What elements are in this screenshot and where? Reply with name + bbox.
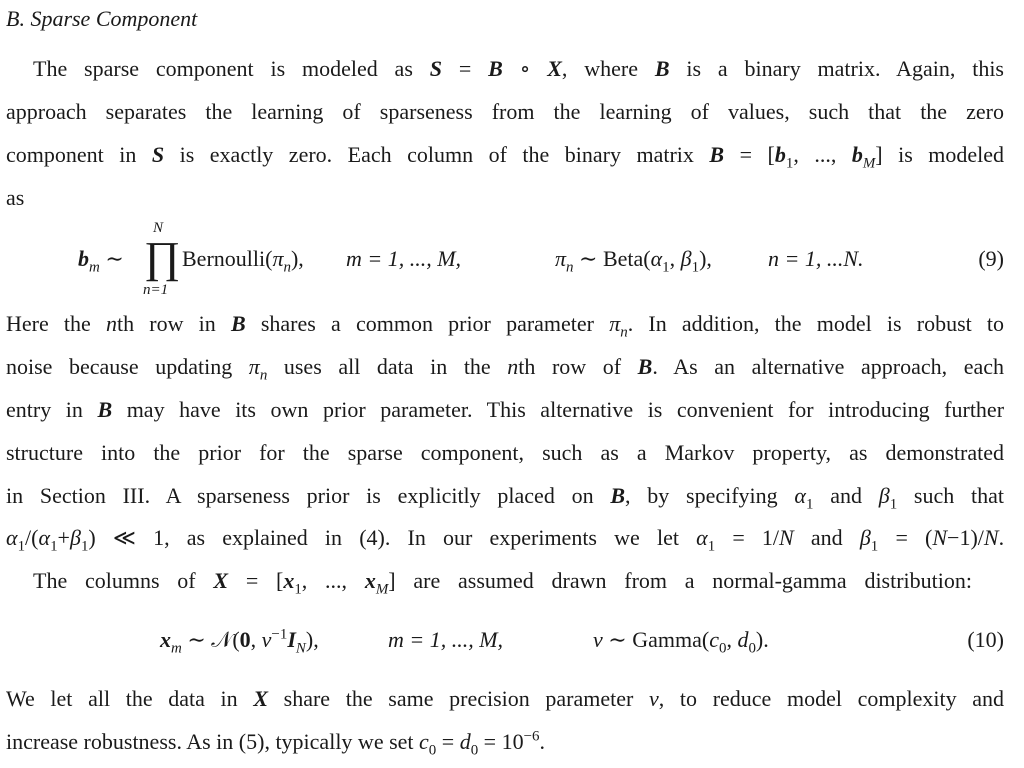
section-heading: B. Sparse Component bbox=[6, 6, 198, 31]
paragraph-2-line-1: Here the nth row in B shares a common prior parameter $\pi_n$. In addition, the model is robust to bbox=[6, 311, 1005, 341]
paragraph-1-line-3: component in S is exactly zero. Each column of the binary matrix $B = [b_1$, ..., $b_M$] is modeled bbox=[6, 142, 1005, 172]
paragraph-3-line-1: The columns of $X = [x_1$, ..., $x_M$] are assumed drawn from a normal-gamma distribution: bbox=[33, 568, 973, 598]
equation-10-number: (10) bbox=[967, 627, 1004, 652]
equation-9-number: (9) bbox=[978, 246, 1004, 271]
paragraph-2-line-5: in Section III. A sparseness prior is explicitly placed on B, by specifying $\alpha_1$ and $\beta_1$ such that bbox=[6, 483, 1004, 513]
paragraph-4-line-1: We let all the data in X share the same precision parameter ν, to reduce model complexity and bbox=[6, 686, 1005, 711]
paragraph-1-line-4: as bbox=[6, 185, 25, 210]
paragraph-4-line-2: increase robustness. As in (5), typically we set $c_0 = d_0 = 10^{-6}$. bbox=[6, 728, 546, 759]
paragraph-1-line-1: The sparse component is modeled as S = B ∘ X, where B is a binary matrix. Again, this bbox=[33, 56, 1004, 81]
paragraph-2-line-3: entry in B may have its own prior parameter. This alternative is convenient for introducing further bbox=[6, 397, 1005, 422]
paragraph-2-line-2: noise because updating $\pi_n$ uses all data in the nth row of B. As an alternative approach, each bbox=[6, 354, 1004, 384]
paragraph-2-line-6: $\alpha_1/(\alpha_1+\beta_1)$ ≪ 1, as explained in (4). In our experiments we let $\alpha_1 = 1/N$ and $\beta_1 = (N-1)/N$. bbox=[6, 525, 1005, 555]
paragraph-2-line-4: structure into the prior for the sparse component, such as a Markov property, as demonstrated bbox=[6, 440, 1004, 465]
paragraph-1-line-2: approach separates the learning of sparseness from the learning of values, such that the zero bbox=[6, 99, 1004, 124]
